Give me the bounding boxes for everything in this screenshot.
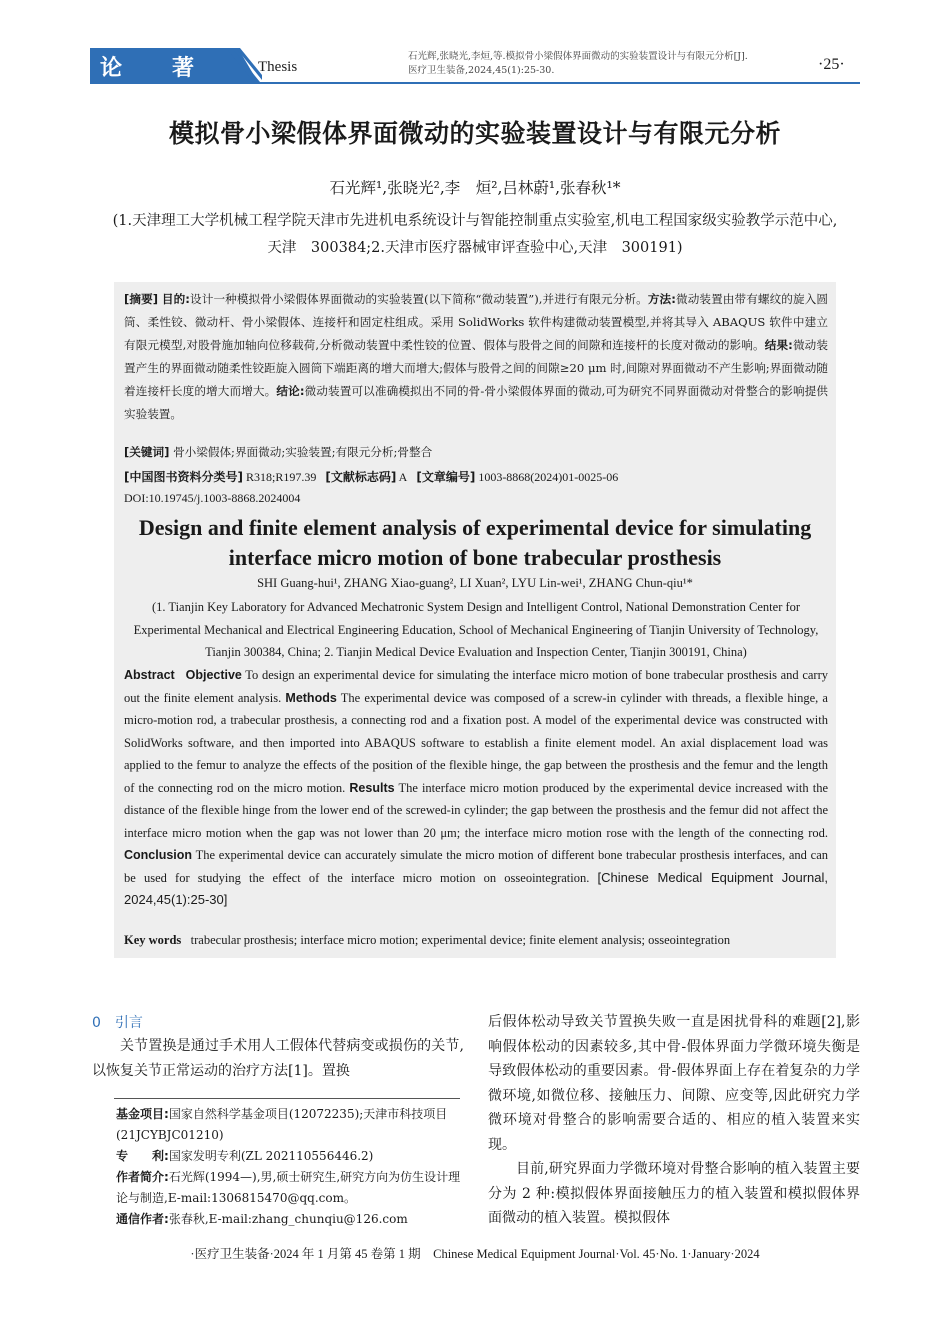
intro-left-text: 关节置换是通过手术用人工假体代替病变或损伤的关节,以恢复关节正常运动的治疗方法[1]。置换 xyxy=(92,1038,464,1079)
results-en-label: Results xyxy=(349,780,395,795)
right-paragraph-1: 后假体松动导致关节置换失败一直是困扰骨科的难题[2],影响假体松动的因素较多,其中骨-假体界面力学微环境失衡是导致假体松动的重要因素。骨-假体界面上存在着复杂的力学微环境,如微位移、接触压力、间隙、应变等,因此研究力学微环境对骨整合的影响需要合适的、相应的植入装置来实现。 xyxy=(488,1014,860,1153)
keywords-cn xyxy=(124,444,828,460)
methods-en-label: Methods xyxy=(285,690,337,705)
stripes-decoration xyxy=(222,48,262,82)
section-heading-intro: 0 引言 xyxy=(92,1015,143,1031)
corresponding-text: 张春秋,E-mail:zhang_chunqiu@126.com xyxy=(168,1212,408,1226)
classification-line xyxy=(124,468,828,485)
fund-line xyxy=(116,1104,466,1146)
abstract-en xyxy=(124,664,828,912)
paper-title-en: Design and finite element analysis of experimental device for simulating interface micro motion of bone trabecular prosthesis xyxy=(138,515,812,570)
objective-label: 目的: xyxy=(161,292,190,306)
doi: DOI:10.19745/j.1003-8868.2024004 xyxy=(124,491,301,505)
journal-citation: [Chinese Medical Equipment Journal, 2024,45(1):25-30] xyxy=(124,869,829,907)
page-number: ·25· xyxy=(818,56,845,73)
conclusion-en-label: Conclusion xyxy=(124,848,193,862)
patent-line xyxy=(116,1146,466,1167)
author-bio-text: 石光辉(1994—),男,硕士研究生,研究方向为仿生设计理论与制造,E-mail:1306815470@qq.com。 xyxy=(116,1170,461,1205)
patent-label: 专 利: xyxy=(116,1149,169,1163)
conclusion-en-text: The experimental device can accurately simulate the micro motion of different bone trabecular prosthesis interfaces, and can be used for studying the effect of the interface micro motion on osseointegration. xyxy=(124,848,828,885)
objective-en-text: To design an experimental device for simulating the interface micro motion of bone trabecular prosthesis and carry out the finite element analysis. xyxy=(124,668,828,705)
methods-en-text: The experimental device was composed of a screw-in cylinder with threads, a flexible hinge, a micro-motion rod, a trabecular prosthesis, a connecting rod and a fixation post. A model of the experimental device was constructed with SolidWorks software, and then imported into ABAQUS software to establish a finite element model. An axial displacement load was applied to the femur to analyze the effects of the position of the flexible hinge, the gap between the prosthesis and the femur and the length of the connecting rod on the micro motion. xyxy=(124,690,828,795)
authors-cn: 石光辉¹,张晓光²,李 烜²,吕林蔚¹,张春秋¹* xyxy=(329,179,621,197)
page-footer: ·医疗卫生装备·2024 年 1 月第 45 卷第 1 期 Chinese Medical Equipment Journal·Vol. 45·No. 1·January·2024 xyxy=(190,1247,760,1261)
keywords-en xyxy=(124,933,828,948)
objective-en-label: Objective xyxy=(185,668,242,682)
article-number-value: 1003-8868(2024)01-0025-06 xyxy=(478,470,619,484)
results-text: 微动装置产生的界面微动随柔性铰距旋入圆筒下端距离的增大而增大;假体与股骨之间的间隙≥20 μm 时,间隙对界面微动不产生影响;界面微动随着连接杆长度的增大而增大。 xyxy=(124,338,829,398)
conclusion-text: 微动装置可以准确模拟出不同的骨-骨小梁假体界面的微动,可为研究不同界面微动对骨整合的影响提供实验装置。 xyxy=(124,384,828,421)
objective-text: 设计一种模拟骨小梁假体界面微动的实验装置(以下简称“微动装置”),并进行有限元分析。 xyxy=(189,292,648,306)
affiliation-en: (1. Tianjin Key Laboratory for Advanced Mechatronic System Design and Intelligent Control, National Demonstration Center for Experimental Mechanical and Electrical Engineering Education, School of Mechanical Engineering of Tianjin University of Technology, Tianjin 300384, China; 2. Tianjin Medical Device Evaluation and Inspection Center, Tianjin 300191, China) xyxy=(133,600,819,659)
abstract-cn xyxy=(124,288,828,426)
keywords-en-label: Key words xyxy=(124,933,182,947)
doc-code-value: A xyxy=(398,470,408,484)
keywords-label: [关键词] xyxy=(124,445,170,459)
section-label-cn: 论 著 xyxy=(100,56,197,81)
corresponding-line xyxy=(116,1209,466,1230)
right-column xyxy=(488,1010,860,1231)
affiliation-cn: (1.天津理工大学机械工程学院天津市先进机电系统设计与智能控制重点实验室,机电工程国家级实验教学示范中心,天津 300384;2.天津市医疗器械审评查验中心,天津 300191) xyxy=(112,213,838,256)
intro-paragraph-left xyxy=(92,1034,464,1083)
abstract-label: [摘要] xyxy=(124,292,159,306)
fund-text: 国家自然科学基金项目(12072235);天津市科技项目(21JCYBJC01210) xyxy=(116,1107,448,1142)
paper-title-cn: 模拟骨小梁假体界面微动的实验装置设计与有限元分析 xyxy=(168,119,781,148)
results-en-text: The interface micro motion produced by the experimental device increased with the distance of the flexible hinge from the lower end of the screwed-in cylinder; the gap between the prosthesis and the femur did not affect the interface micro motion when the gap was not lower than 20 μm; the interface micro motion rose with the length of the connecting rod. xyxy=(124,780,828,840)
footnote xyxy=(116,1104,466,1230)
authors-en: SHI Guang-hui¹, ZHANG Xiao-guang², LI Xuan², LYU Lin-wei¹, ZHANG Chun-qiu¹* xyxy=(257,576,693,590)
citation-line-2: 医疗卫生装备,2024,45(1):25-30. xyxy=(408,65,555,76)
fund-label: 基金项目: xyxy=(116,1107,169,1121)
clc-label: [中国图书资料分类号] xyxy=(124,470,243,484)
keywords-text: 骨小梁假体;界面微动;实验装置;有限元分析;骨整合 xyxy=(173,445,433,459)
methods-label: 方法: xyxy=(647,292,676,306)
clc-value: R318;R197.39 xyxy=(245,470,317,484)
corresponding-label: 通信作者: xyxy=(116,1212,169,1226)
author-bio-label: 作者简介: xyxy=(116,1170,169,1184)
patent-text: 国家发明专利(ZL 202110556446.2) xyxy=(168,1149,374,1163)
results-label: 结果: xyxy=(764,338,793,352)
header-citation xyxy=(408,50,813,78)
article-number-label: [文章编号] xyxy=(416,470,476,484)
citation-line-1: 石光辉,张晓光,李烜,等.模拟骨小梁假体界面微动的实验装置设计与有限元分析[J]. xyxy=(408,51,748,62)
keywords-en-text: trabecular prosthesis; interface micro motion; experimental device; finite element analysis; osseointegration xyxy=(190,933,731,947)
methods-text: 微动装置由带有螺纹的旋入圆筒、柔性铰、微动杆、骨小梁假体、连接杆和固定柱组成。采用 SolidWorks 软件构建微动装置模型,并将其导入 ABAQUS 软件中建立有限元模型,对股骨施加轴向位移载荷,分析微动装置中柔性铰的位置、假体与股骨之间的间隙和连接杆的长度对微动的影响。 xyxy=(124,292,829,352)
abstract-en-label: Abstract xyxy=(124,668,175,682)
doc-code-label: [文献标志码] xyxy=(325,470,397,484)
right-paragraph-2: 目前,研究界面力学微环境对骨整合影响的植入装置主要分为 2 种:模拟假体界面接触压力的植入装置和模拟假体界面微动的植入装置。模拟假体 xyxy=(488,1161,860,1226)
author-bio-line xyxy=(116,1167,466,1209)
conclusion-label: 结论: xyxy=(276,384,305,398)
header-rule xyxy=(90,82,860,84)
section-label-en: Thesis xyxy=(258,59,298,75)
footnote-rule xyxy=(114,1098,460,1099)
